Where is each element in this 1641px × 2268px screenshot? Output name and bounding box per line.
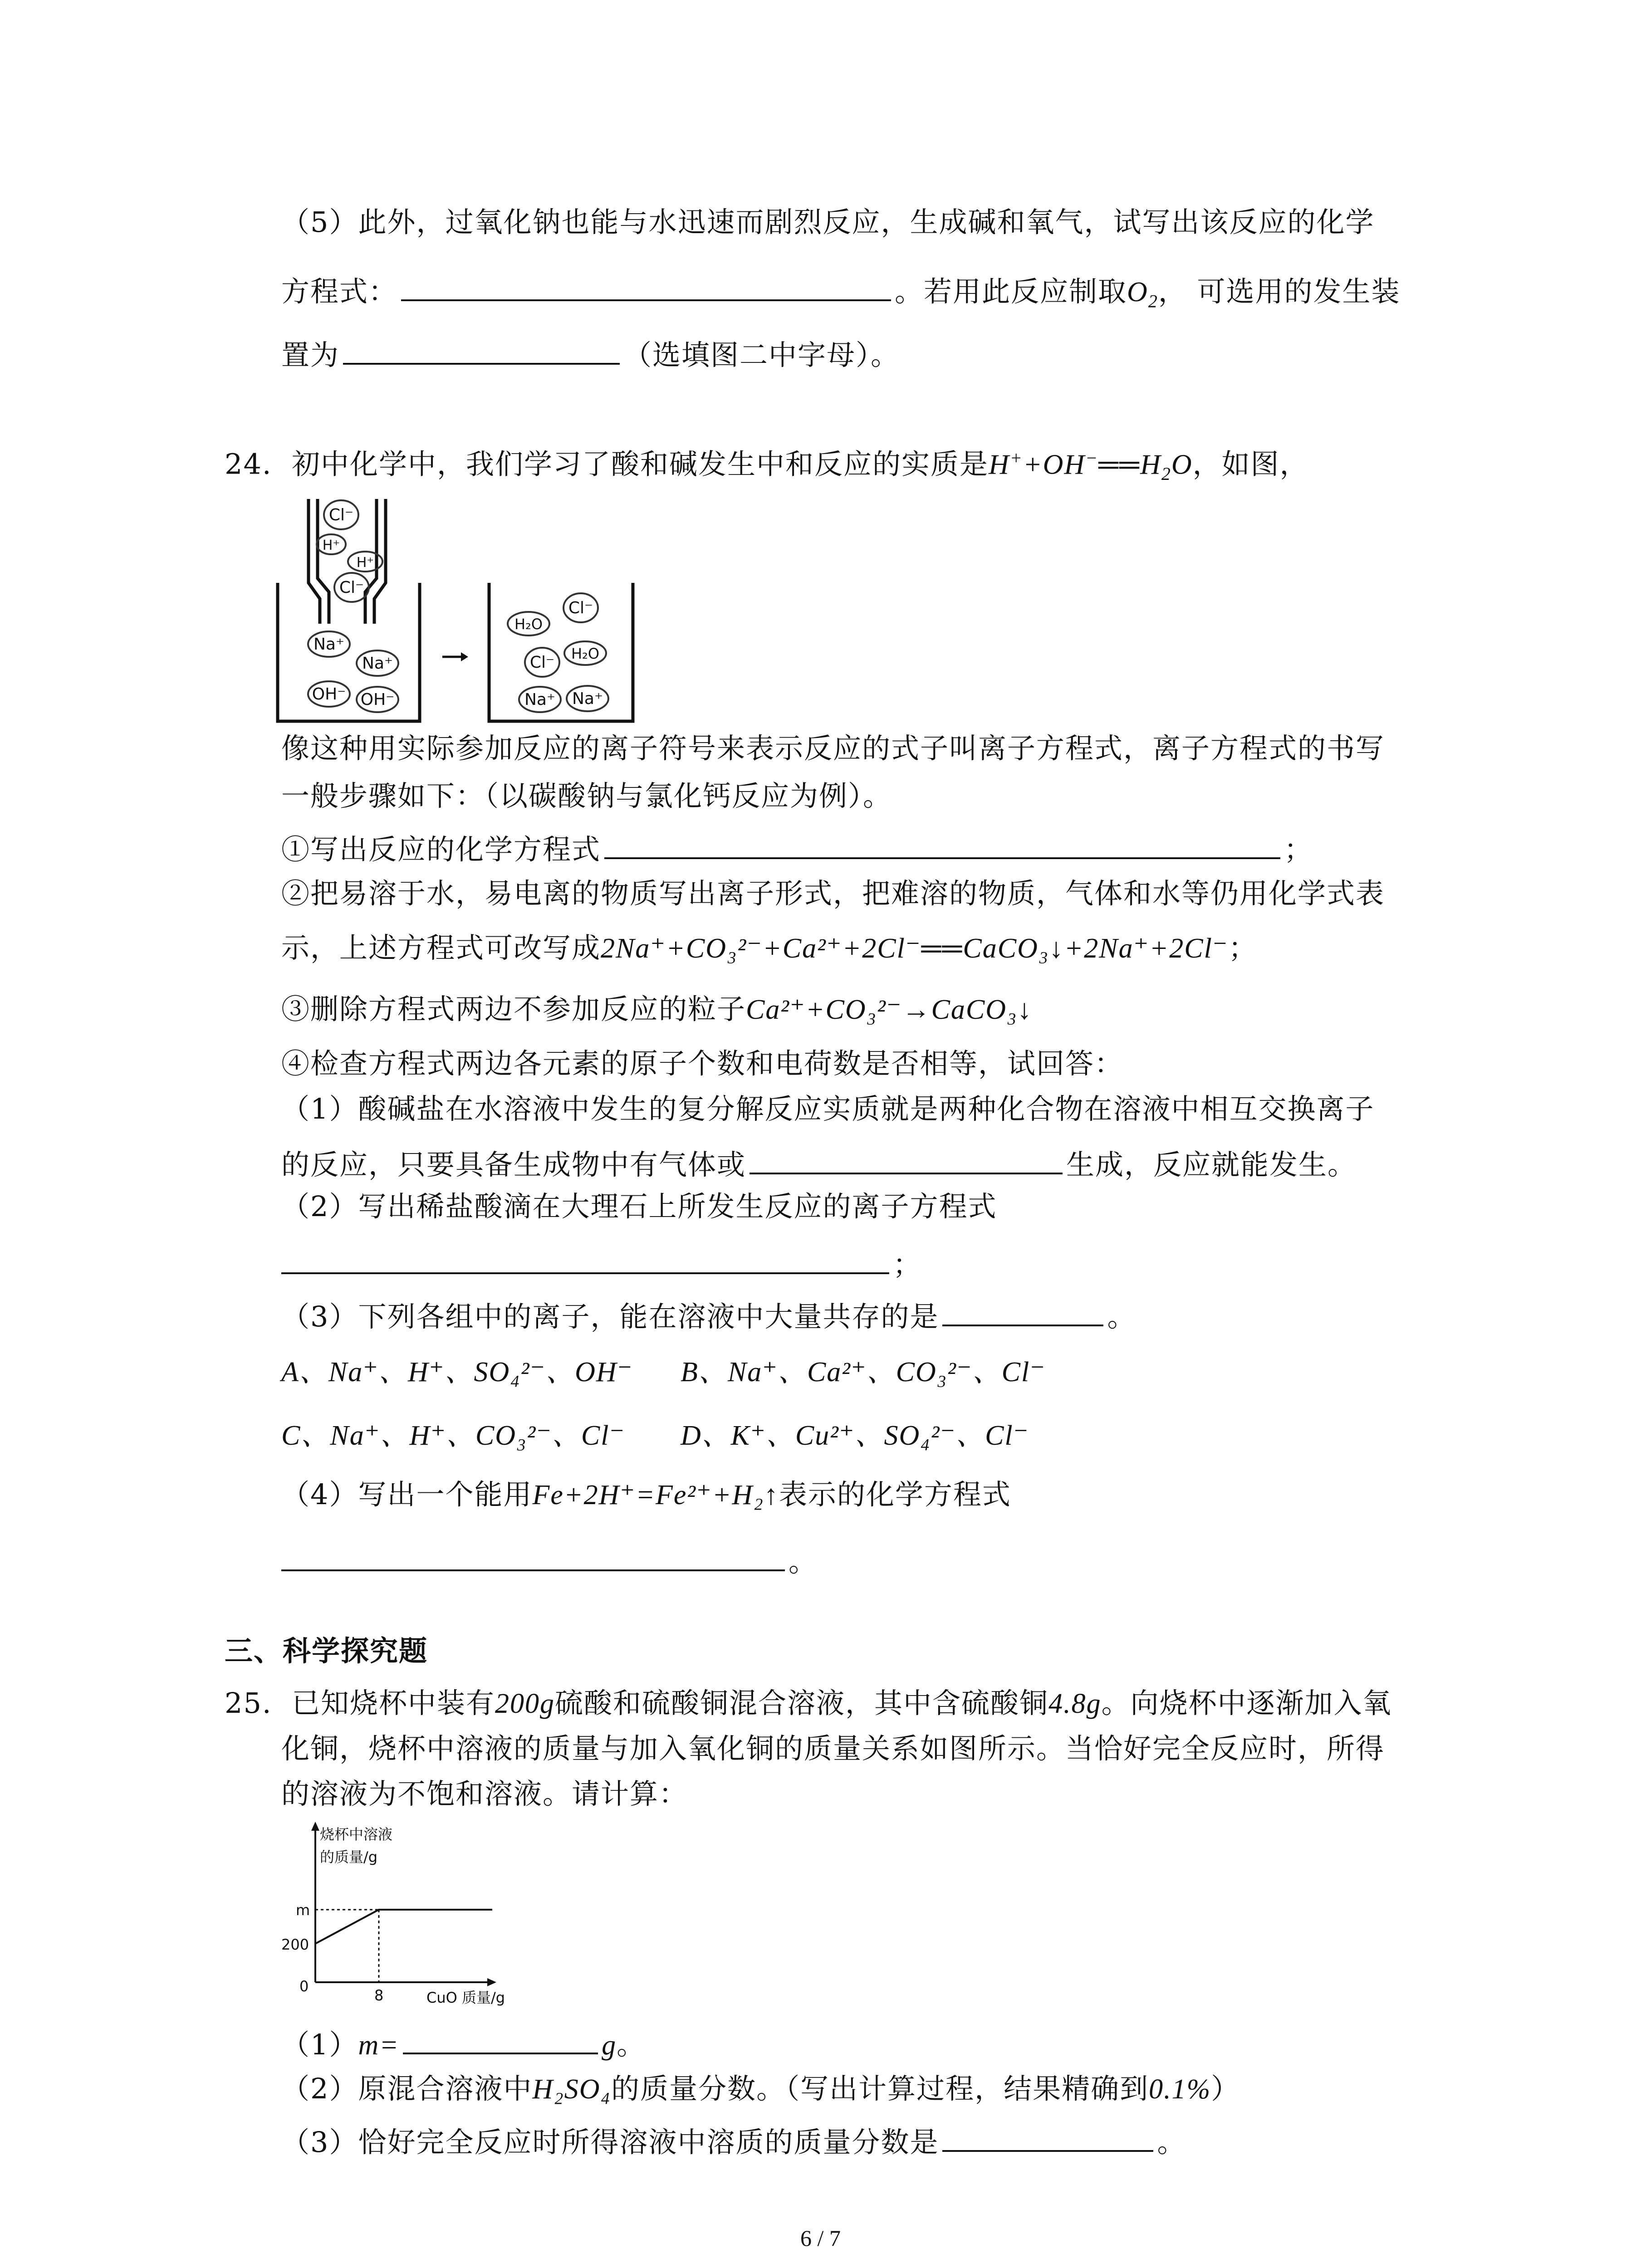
axis-arrow-icon	[311, 1822, 319, 1831]
ion-label: OH⁻	[312, 685, 346, 704]
ion-label: Na⁺	[362, 654, 393, 673]
ion-label: Cl⁻	[328, 506, 354, 524]
q24-answer-4: （4）写出一个能用Fe+2H⁺=Fe²⁺+H₂↑表示的化学方程式	[281, 1478, 1011, 1511]
q24-answer-1a: （1）酸碱盐在水溶液中发生的复分解反应实质就是两种化合物在溶液中相互交换离子	[281, 1092, 1375, 1125]
q24-answer-3: （3）下列各组中的离子，能在溶液中大量共存的是 。	[281, 1293, 1136, 1337]
q24-option-d: D、K⁺、Cu²⁺、SO₄²⁻、Cl⁻	[681, 1420, 1029, 1451]
q24-option-c: C、Na⁺、H⁺、CO₃²⁻、Cl⁻	[281, 1420, 626, 1451]
page-number: 6 / 7	[800, 2225, 841, 2251]
q24-answer-2-blank-line: ；	[281, 1241, 922, 1285]
answer-blank[interactable]	[401, 268, 891, 301]
ion-label: Cl⁻	[339, 578, 364, 597]
q25-line-1: 25. 已知烧杯中装有200g硫酸和硫酸铜混合溶液，其中含硫酸铜4.8g。向烧杯中逐渐加入氧	[225, 1686, 1392, 1720]
q24-option-b: B、Na⁺、Ca²⁺、CO₃²⁻、Cl⁻	[681, 1357, 1046, 1388]
q25-part-3: （3）恰好完全反应时所得溶液中溶质的质量分数是 。	[281, 2118, 1186, 2163]
q24-step-3: ③删除方程式两边不参加反应的粒子Ca²⁺+CO₃²⁻→CaCO₃↓	[281, 992, 1033, 1026]
ion-label: H⁺	[322, 538, 340, 553]
ion-label: Cl⁻	[529, 653, 555, 672]
q23-line-2: 方程式： 。若用此反应制取$O_2$， 可选用的发生装	[281, 268, 1401, 322]
answer-blank[interactable]	[343, 331, 620, 365]
answer-blank[interactable]	[281, 1538, 785, 1571]
q24-step-1: ①写出反应的化学方程式 ；	[281, 826, 1313, 870]
answer-blank[interactable]	[749, 1141, 1063, 1174]
q25-part-2: （2）原混合溶液中H₂SO₄的质量分数。（写出计算过程，结果精确到0.1%）	[281, 2072, 1240, 2105]
ion-label: H₂O	[514, 616, 543, 633]
mass-graph	[272, 1819, 526, 2019]
answer-blank[interactable]	[281, 1241, 889, 1274]
ion-label: Na⁺	[314, 635, 344, 654]
tick-label: 200	[281, 1936, 309, 1953]
q24-intro: 24. 初中化学中，我们学习了酸和碱发生中和反应的实质是$H^++OH^-══H_2O$，如图，	[225, 447, 1309, 484]
tick-label: 8	[374, 1987, 384, 2004]
q25-line-3: 的溶液为不饱和溶液。请计算：	[281, 1777, 688, 1810]
answer-blank[interactable]	[942, 2118, 1153, 2152]
q25-part-1: （1）m= g。	[281, 2021, 646, 2066]
section-title: 三、科学探究题	[225, 1634, 428, 1667]
x-axis-label: CuO 质量/g	[426, 1989, 505, 2006]
ion-reaction-figure	[272, 485, 644, 730]
answer-blank[interactable]	[942, 1293, 1103, 1326]
q24-step-4: ④检查方程式两边各元素的原子个数和电荷数是否相等，试回答：	[281, 1047, 1124, 1080]
q25-line-2: 化铜，烧杯中溶液的质量与加入氧化铜的质量关系如图所示。当恰好完全反应时，所得	[281, 1732, 1385, 1765]
axis-arrow-icon	[487, 1978, 496, 1986]
q24-answer-2: （2）写出稀盐酸滴在大理石上所发生反应的离子方程式	[281, 1190, 997, 1223]
answer-blank[interactable]	[604, 826, 1280, 859]
q24-paragraph-2: 一般步骤如下：（以碳酸钠与氯化钙反应为例）。	[281, 779, 892, 812]
tick-label: 0	[299, 1978, 309, 1995]
ion-label: OH⁻	[360, 690, 395, 709]
ion-label: H⁺	[356, 555, 374, 571]
ion-label: H₂O	[571, 645, 600, 662]
ion-label: Cl⁻	[568, 599, 593, 617]
q24-answer-4-blank-line: 。	[281, 1538, 818, 1582]
arrow-icon	[442, 652, 468, 661]
ion-label: Na⁺	[572, 689, 603, 708]
ion-label: Na⁺	[524, 690, 555, 709]
y-axis-label: 烧杯中溶液	[320, 1826, 393, 1843]
q24-paragraph-1: 像这种用实际参加反应的离子符号来表示反应的式子叫离子方程式，离子方程式的书写	[281, 732, 1385, 765]
tick-label: m	[296, 1901, 310, 1919]
q23-line-3: 置为 （选填图二中字母）。	[281, 331, 900, 376]
y-axis-label: 的质量/g	[320, 1848, 378, 1866]
answer-blank[interactable]	[403, 2021, 598, 2054]
q23-line-1: （5）此外，过氧化钠也能与水迅速而剧烈反应，生成碱和氧气，试写出该反应的化学	[281, 205, 1375, 239]
q24-option-a: A、Na⁺、H⁺、SO₄²⁻、OH⁻	[281, 1357, 633, 1388]
q24-answer-1b: 的反应，只要具备生成物中有气体或 生成，反应就能发生。	[281, 1141, 1357, 1185]
q24-step-2b: 示，上述方程式可改写成2Na⁺+CO₃²⁻+Ca²⁺+2Cl⁻══CaCO₃↓+2Na⁺+2Cl⁻；	[281, 931, 1258, 964]
q24-step-2a: ②把易溶于水，易电离的物质写出离子形式，把难溶的物质，气体和水等仍用化学式表	[281, 877, 1385, 910]
